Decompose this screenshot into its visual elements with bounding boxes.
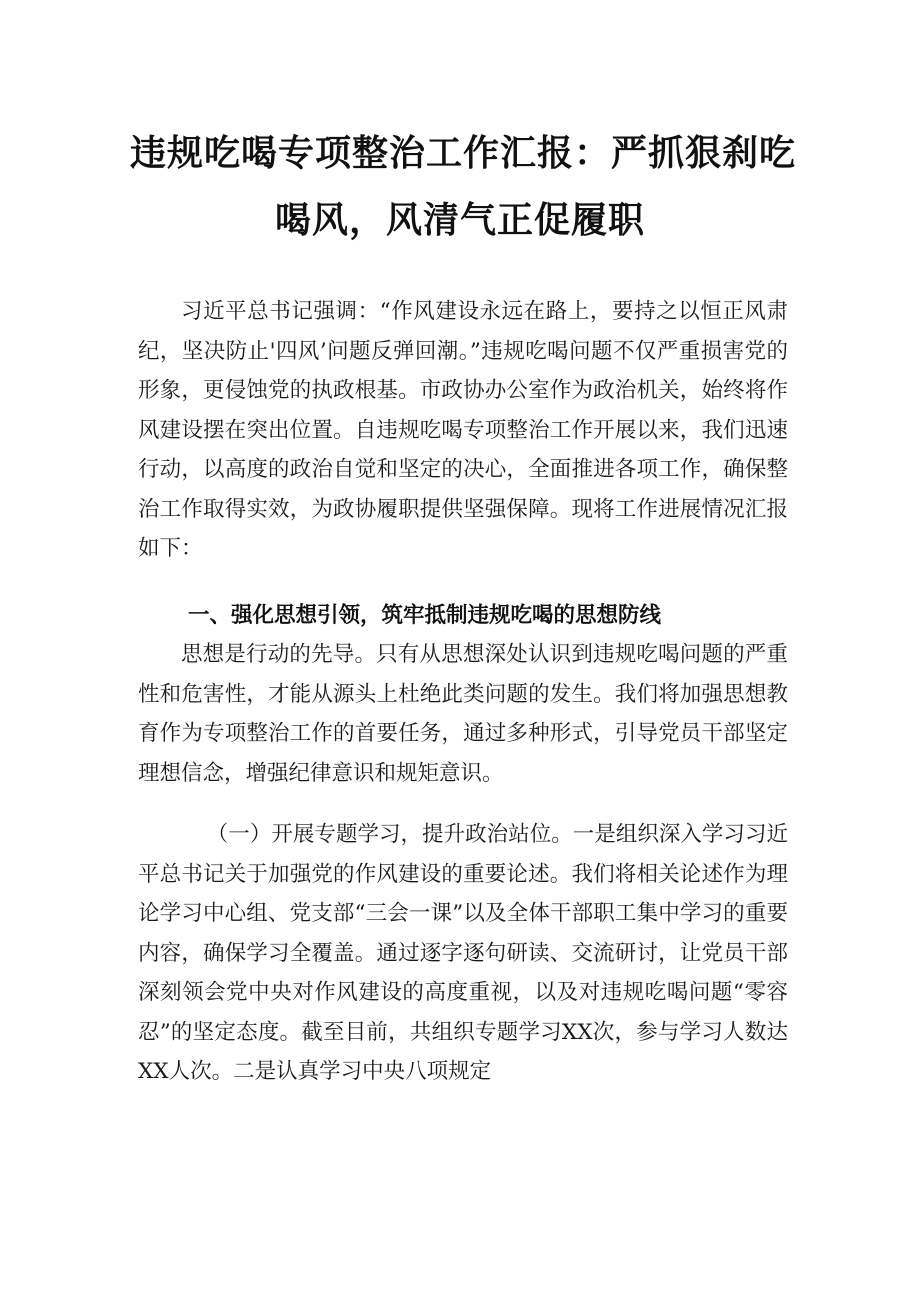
document-title-line-2: 喝风，风清气正促履职	[274, 200, 645, 241]
body-paragraph-subsection: （一）开展专题学习，提升政治站位。一是组织深入学习习近平总书记关于加强党的作风建设的重要论述。我们将相关论述作为理论学习中心组、党支部“三会一课”以及全体干部职工集中学习的重要内容，确保学习全覆盖。通过逐字逐句研读、交流研讨，让党员干部深刻领会党中央对作风建设的高度重视，以及对违规吃喝问题“零容忍”的坚定态度。截至目前，共组织专题学习XX次，参与学习人数达XX人次。二是认真学习中央八项规定	[138, 822, 788, 1084]
section-heading: 一、强化思想引领，筑牢抵制违规吃喝的思想防线	[188, 603, 662, 628]
document-title-line-1: 违规吃喝专项整治工作汇报：严抓狠刹吃	[130, 133, 797, 174]
intro-paragraph: 习近平总书记强调：“作风建设永远在路上，要持之以恒正风肃纪，坚决防止'四风’问题反弹回潮。”违规吃喝问题不仅严重损害党的形象，更侵蚀党的执政根基。市政协办公室作为政治机关，始终将作风建设摆在突出位置。自违规吃喝专项整治工作开展以来，我们迅速行动，以高度的政治自觉和坚定的决心，全面推进各项工作，确保整治工作取得实效，为政协履职提供坚强保障。现将工作进展情况汇报如下：	[138, 299, 788, 561]
body-paragraph: 思想是行动的先导。只有从思想深处认识到违规吃喝问题的严重性和危害性，才能从源头上杜绝此类问题的发生。我们将加强思想教育作为专项整治工作的首要任务，通过多种形式，引导党员干部坚定理想信念，增强纪律意识和规矩意识。	[138, 642, 788, 786]
